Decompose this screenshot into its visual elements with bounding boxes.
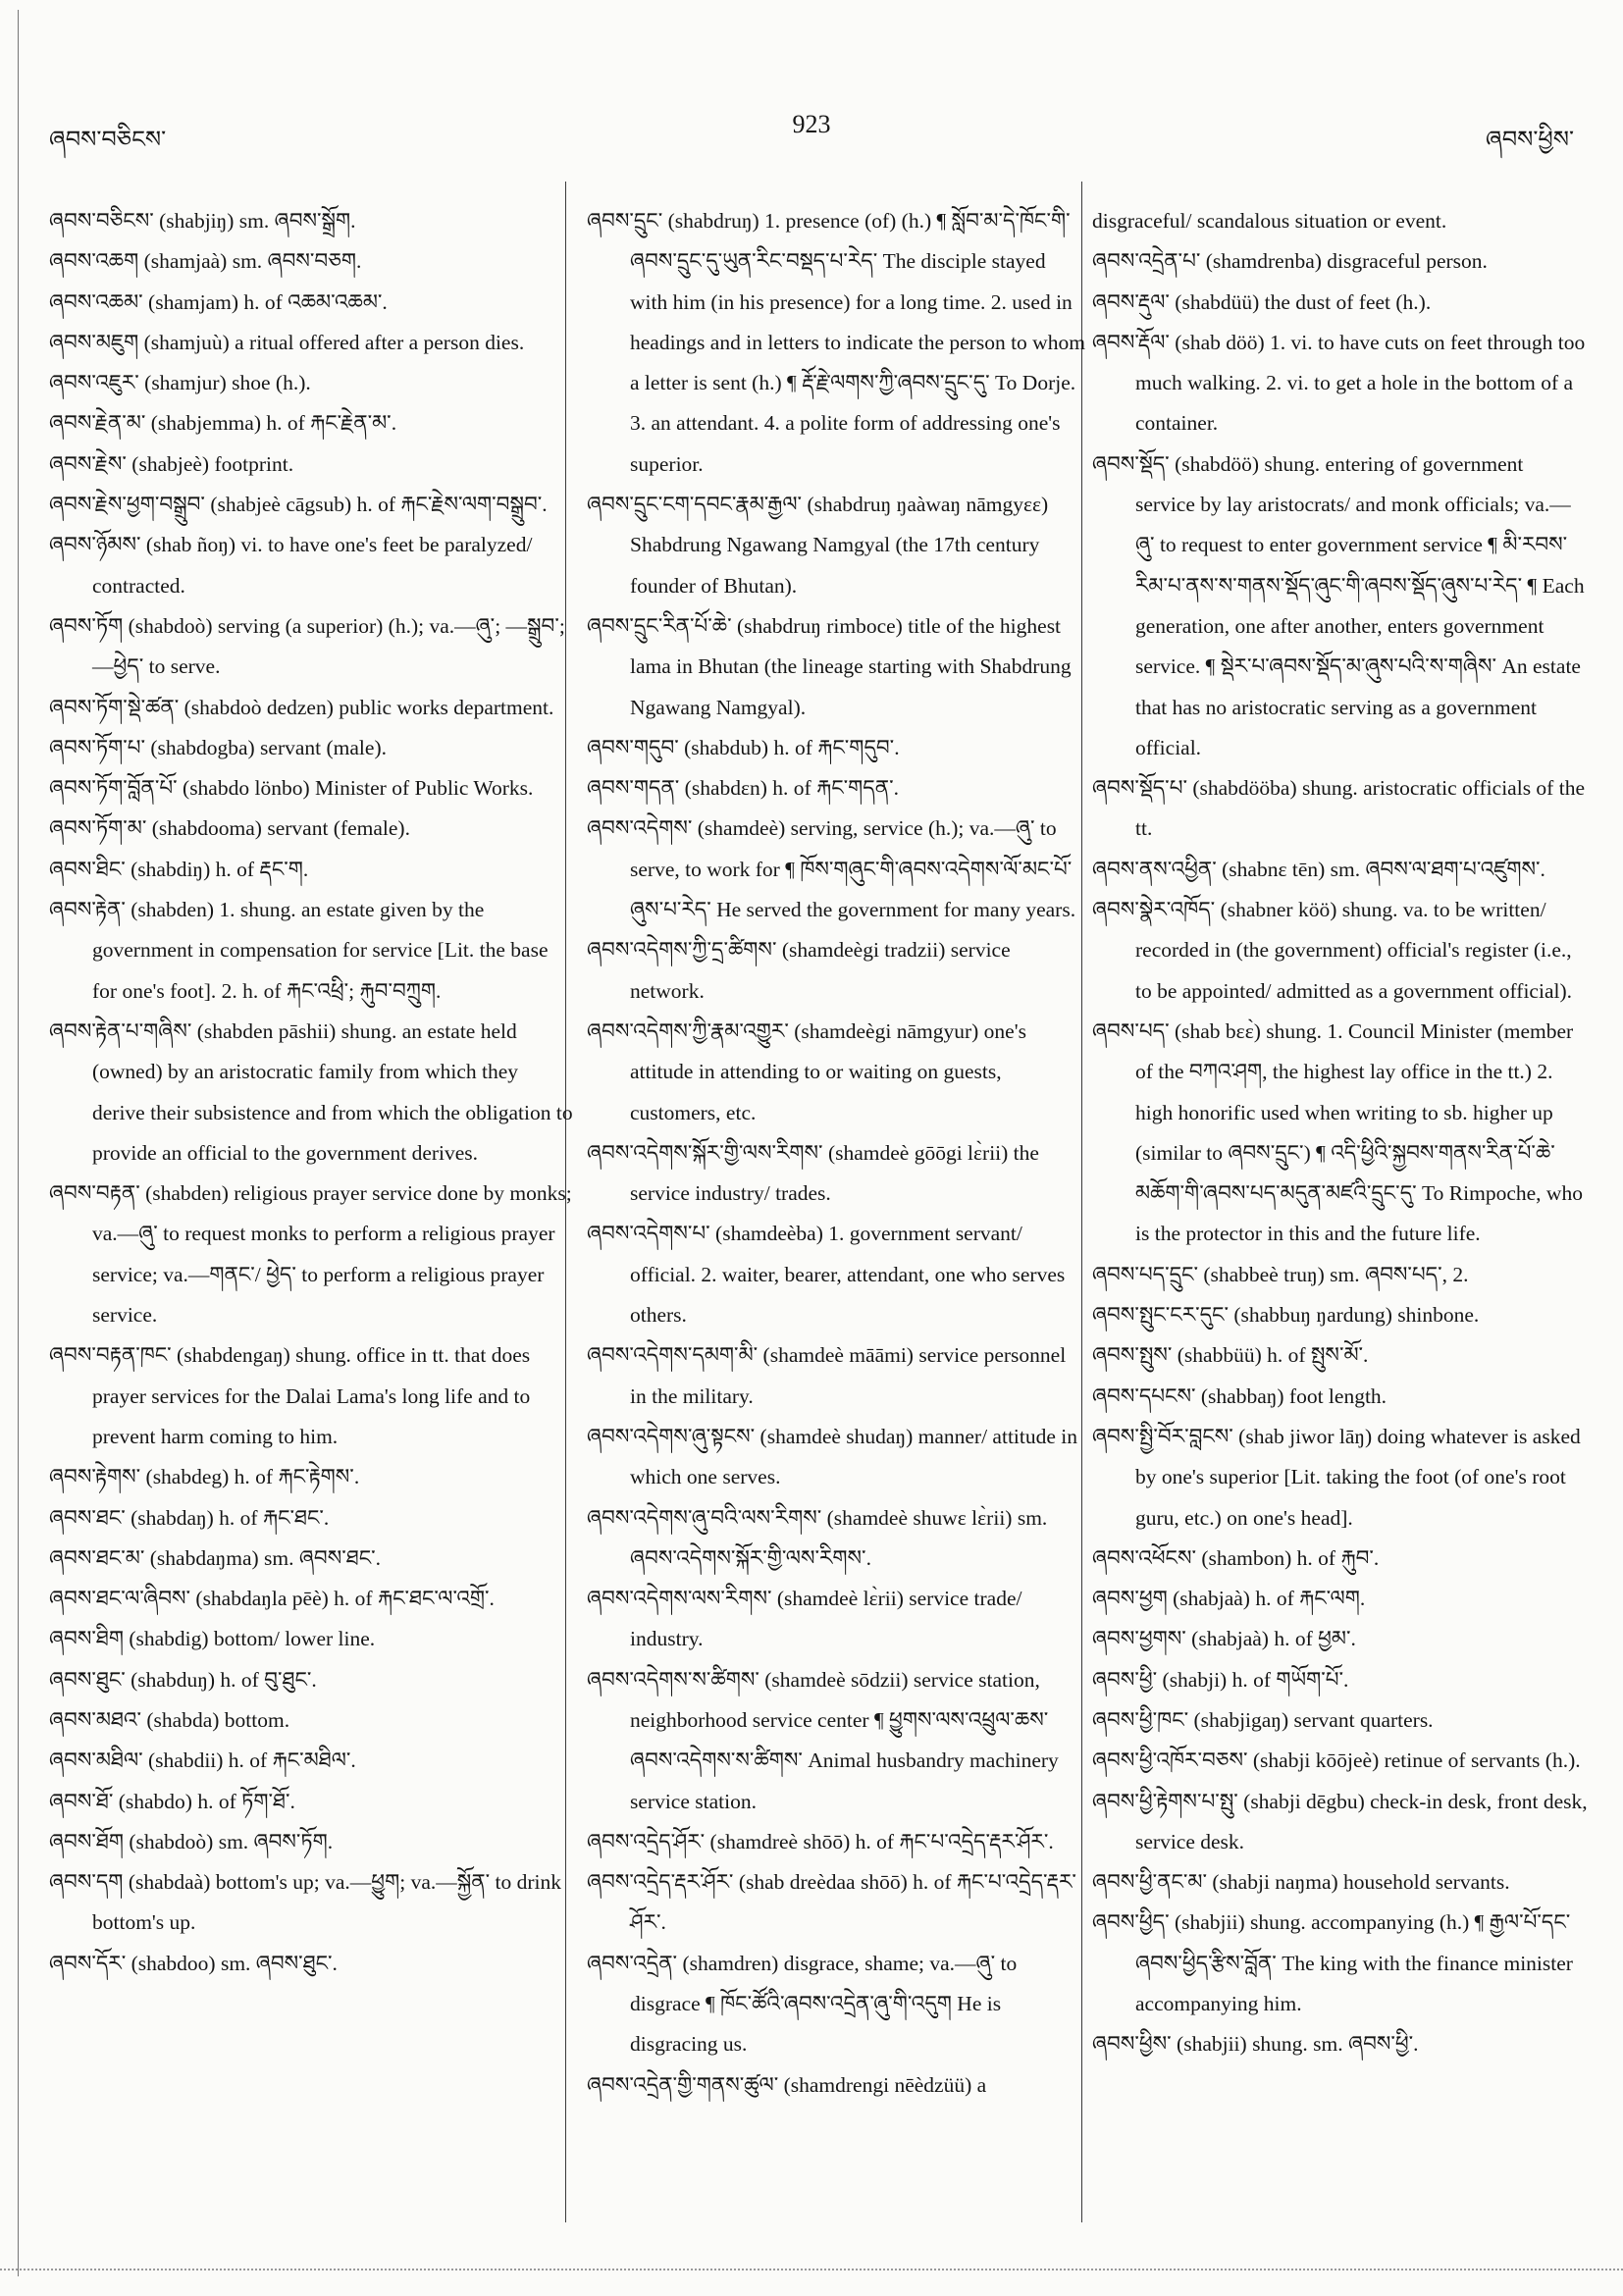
column-left — [49, 201, 575, 1984]
dictionary-entry: ཞབས་རྗེས་ཕྱག་བསྒྲུབ་ (shabjeè cāgsub) h. of རྐང་རྗེས་ལག་བསྒྲུབ་. — [49, 493, 548, 517]
dictionary-entry: ཞབས་འདེགས་ཀྱི་རྣམ་འགྱུར་ (shamdeègi nāmgyur) one's attitude in attending to or waiting on guests, customers, etc. — [587, 1018, 1026, 1124]
dictionary-entry: ཞབས་རྡོལ་ (shab döö) 1. vi. to have cuts on feet through too much walking. 2. vi. to get a hole in the bottom of a container. — [1092, 330, 1586, 436]
dictionary-entry: ཞབས་རྗེན་མ་ (shabjemma) h. of རྐང་རྗེན་མ་. — [49, 411, 397, 436]
dictionary-entry: ཞབས་ཐིང་ (shabdiŋ) h. of རྡང་ག. — [49, 857, 309, 881]
dictionary-entry: ཞབས་སྣེར་འཁོད་ (shabner köö) shung. va. to be written/ recorded in (the government) official's register (i.e., to be appointed/ admitted as a government official). — [1092, 898, 1572, 1003]
running-header-right: ཞབས་ཕྱིས་ — [1485, 128, 1574, 153]
dictionary-entry: ཞབས་ཕྱི་འཁོར་བཅས་ (shabji kōōjeè) retinue of servants (h.). — [1092, 1748, 1581, 1773]
dictionary-entry: ཞབས་རྡུལ་ (shabdüü) the dust of feet (h.). — [1092, 289, 1432, 314]
dictionary-entry: ཞབས་འདྲེན་པ་ (shamdrenba) disgraceful person. — [1092, 249, 1488, 274]
dictionary-entry: ཞབས་དཔངས་ (shabbaŋ) foot length. — [1092, 1383, 1387, 1408]
dictionary-entry: ཞབས་འཕོངས་ (shambon) h. of རྐུབ་. — [1092, 1545, 1380, 1570]
dictionary-entry: ཞབས་དོར་ (shabdoo) sm. ཞབས་ཐུང་. — [49, 1951, 338, 1975]
dictionary-entry: ཞབས་ཐང་ (shabdaŋ) h. of རྐང་ཐང་. — [49, 1505, 330, 1530]
dictionary-entry: ཞབས་ཕྱགས་ (shabjaà) h. of ཕྱམ་. — [1092, 1627, 1356, 1651]
dictionary-entry: ཞབས་ཕྱིད་ (shabjii) shung. accompanying (h.) ¶ རྒྱལ་པོ་དང་ཞབས་ཕྱིད་རྩིས་བློན་ The king with the finance minister accompanying him. — [1092, 1910, 1573, 2016]
dictionary-entry: ཞབས་གདན་ (shabdɛn) h. of རྐང་གདན་. — [587, 776, 899, 801]
dictionary-entry: ཞབས་གདུབ་ (shabdub) h. of རྐང་གདུབ་. — [587, 735, 900, 759]
dictionary-entry: ཞབས་ཐུང་ (shabduŋ) h. of བུ་ཐུང་. — [49, 1667, 317, 1692]
dictionary-entry: ཞབས་འདེགས་ཀྱི་དྲ་ཚིགས་ (shamdeègi tradzii) service network. — [587, 938, 1011, 1003]
dictionary-entry: ཞབས་དྲུང་རིན་པོ་ཆེ་ (shabdruŋ rimboce) title of the highest lama in Bhutan (the lineage starting with Shabdrung Ngawang Namgyal). — [587, 613, 1072, 719]
dictionary-entry: ཞབས་མཇུག (shamjuù) a ritual offered after a person dies. — [49, 330, 525, 354]
dictionary-entry: ཞབས་ཏོག་སྡེ་ཚན་ (shabdoò dedzen) public works department. — [49, 695, 554, 719]
dictionary-entry: ཞབས་འདེགས་ (shamdeè) serving, service (h.); va.—ཞུ་ to serve, to work for ¶ ཁོས་གཞུང་གི་ཞབས་འདེགས་ལོ་མང་པོ་ཞུས་པ་རེད་ He served the government for many years. — [587, 816, 1076, 922]
dictionary-entry: ཞབས་པད་དྲུང་ (shabbeè truŋ) sm. ཞབས་པད་, 2. — [1092, 1262, 1469, 1286]
dictionary-entry: ཞབས་ཕྱིས་ (shabjii) shung. sm. ཞབས་ཕྱི་. — [1092, 2032, 1419, 2057]
dictionary-entry: ཞབས་དྲུང་ངག་དབང་རྣམ་རྒྱལ་ (shabdruŋ ŋaàwaŋ nāmgyɛɛ) Shabdrung Ngawang Namgyal (the 17th century founder of Bhutan). — [587, 493, 1049, 598]
dictionary-entry: ཞབས་འདེགས་ལས་རིགས་ (shamdeè lɛ̀rii) service trade/ industry. — [587, 1587, 1022, 1651]
dictionary-entry: ཞབས་ཕྱི་ཁང་ (shabjigaŋ) servant quarters. — [1092, 1707, 1434, 1732]
dictionary-entry: ཞབས་མཐའ་ (shabda) bottom. — [49, 1707, 290, 1732]
dictionary-entry: ཞབས་འཆག (shamjaà) sm. ཞབས་བཅག. — [49, 249, 362, 274]
page-number: 923 — [792, 110, 831, 138]
dictionary-entry: ཞབས་བརྟན་ཁང་ (shabdengaŋ) shung. office in tt. that does prayer services for the Dalai Lama's long life and to prevent harm coming to him. — [49, 1343, 531, 1448]
dictionary-entry: ཞབས་བརྟན་ (shabden) religious prayer service done by monks; va.—ཞུ་ to request monks to perform a religious prayer service; va.—གནང་/ ཕྱེད་ to perform a religious prayer service. — [49, 1181, 572, 1328]
dictionary-entry: ཞབས་བཅིངས་ (shabjiŋ) sm. ཞབས་སྒྲོག. — [49, 209, 356, 233]
dictionary-entry: ཞབས་སྤུང་ངར་དུང་ (shabbuŋ ŋardung) shinbone. — [1092, 1303, 1480, 1328]
dictionary-entry: ཞབས་ཐང་མ་ (shabdaŋma) sm. ཞབས་ཐང་. — [49, 1545, 382, 1570]
dictionary-entry: ཞབས་ཉོམས་ (shab ñoŋ) vi. to have one's feet be paralyzed/ contracted. — [49, 533, 533, 598]
dictionary-entry: ཞབས་ནས་འཕྱིན་ (shabnɛ tēn) sm. ཞབས་ལ་ཐག་པ་འཛུགས་. — [1092, 857, 1545, 881]
dictionary-entry: ཞབས་དག (shabdaà) bottom's up; va.—ཕྱུག; va.—སྐྱོན་ to drink bottom's up. — [49, 1870, 561, 1935]
dictionary-entry: ཞབས་འདྲེན་གྱི་གནས་ཚུལ་ (shamdrengi nēèdzüü) a — [587, 2072, 987, 2097]
running-header-left: ཞབས་བཅིངས་ — [49, 128, 167, 153]
dictionary-entry: ཞབས་སྡོད་ (shabdöö) shung. entering of government service by lay aristocrats/ and monk officials; va.—ཞུ་ to request to enter government service ¶ མི་རབས་རིམ་པ་ནས་ས་གནས་སྡོད་ཞུང་གི་ཞབས་སྡོད་ཞུས་པ་རེད་ ¶ Each generation, one after another, enters government service. ¶ སྡེར་པ་ཞབས་སྡོད་མ་ཞུས་པའི་ས་གཞིས་ An estate that has no aristocratic serving as a government official. — [1092, 451, 1585, 759]
dictionary-entry: ཞབས་སྤུས་ (shabbüü) h. of སྤུས་མོ་. — [1092, 1343, 1369, 1368]
dictionary-entry: ཞབས་འདེགས་ས་ཚིགས་ (shamdeè sōdzii) service station, neighborhood service center ¶ ཕྱུགས་ལས་འཕྲུལ་ཆས་ཞབས་འདེགས་ས་ཚིགས་ Animal husbandry machinery service station. — [587, 1667, 1059, 1813]
dictionary-entry: ཞབས་ཐོག (shabdoò) sm. ཞབས་ཏོག. — [49, 1829, 334, 1853]
dictionary-entry: ཞབས་སྤྱི་བོར་བླངས་ (shab jiwor lāŋ) doing whatever is asked by one's superior [Lit. taking the foot (of one's root guru, etc.) on one's head]. — [1092, 1424, 1581, 1530]
dictionary-entry: ཞབས་འདེགས་ཞུ་བའི་ལས་རིགས་ (shamdeè shuwɛ lɛ̀rii) sm. ཞབས་འདེགས་སྐོར་གྱི་ལས་རིགས་. — [587, 1505, 1048, 1570]
dictionary-entry: ཞབས་སྡོད་པ་ (shabdööba) shung. aristocratic officials of the tt. — [1092, 776, 1585, 841]
dictionary-entry: ཞབས་རྗེས་ (shabjeè) footprint. — [49, 451, 294, 476]
dictionary-entry: ཞབས་རྟེན་པ་གཞིས་ (shabden pāshii) shung. an estate held (owned) by an aristocratic family from which they derive their subsistence and from which the obligation to provide an official to the government derives. — [49, 1018, 573, 1165]
dictionary-entry: ཞབས་འདེགས་པ་ (shamdeèba) 1. government servant/ official. 2. waiter, bearer, attendant, one who serves others. — [587, 1222, 1066, 1328]
dictionary-entry: ཞབས་ཕྱི་རྟེགས་པ་སྤུ་ (shabji dēgbu) check-in desk, front desk, service desk. — [1092, 1789, 1588, 1853]
dictionary-entry: ཞབས་རྟེན་ (shabden) 1. shung. an estate given by the government in compensation for service [Lit. the base for one's foot]. 2. h. of རྐང་འཕྲི་; རྐུབ་བཀྲུག. — [49, 898, 549, 1003]
dictionary-entry: ཞབས་ཏོག་པ་ (shabdogba) servant (male). — [49, 735, 387, 759]
dictionary-entry: ཞབས་ཕྱི་ (shabji) h. of གཡོག་པོ་. — [1092, 1667, 1349, 1692]
dictionary-entry: disgraceful/ scandalous situation or event. — [1092, 209, 1447, 233]
dictionary-entry: ཞབས་འདེགས་སྐོར་གྱི་ལས་རིགས་ (shamdeè gōōgi lɛ̀rii) the service industry/ trades. — [587, 1140, 1039, 1206]
dictionary-entry: ཞབས་འཇུར་ (shamjur) shoe (h.). — [49, 371, 311, 395]
dictionary-entry: ཞབས་ཏོག་བློན་པོ་ (shabdo lönbo) Minister of Public Works. — [49, 776, 534, 801]
column-middle — [587, 201, 1087, 2106]
page-bottom-edge — [0, 2269, 1623, 2270]
dictionary-entry: ཞབས་འཆམ་ (shamjam) h. of འཆམ་འཆམ་. — [49, 289, 388, 314]
dictionary-entry: ཞབས་པད་ (shab bɛɛ̀) shung. 1. Council Minister (member of the བཀའ་ཤག, the highest lay office in the tt.) 2. high honorific used when writing to sb. higher up (similar to ཞབས་དྲུང་) ¶ འདི་ཕྱིའི་སྐྱབས་གནས་རིན་པོ་ཆེ་མཆོག་གི་ཞབས་པད་མདུན་མཛའི་དྲུང་དུ་ To Rimpoche, who is the protector in this and the future life. — [1092, 1018, 1583, 1246]
dictionary-entry: ཞབས་དྲུང་ (shabdruŋ) 1. presence (of) (h.) ¶ སློབ་མ་དེ་ཁོང་གི་ཞབས་དྲུང་དུ་ཡུན་རིང་བསྡད་པ་རེད་ The disciple stayed with him (in his presence) for a long time. 2. used in headings and in letters to indicate the person to whom a letter is sent (h.) ¶ རྡོ་རྗེ་ལགས་ཀྱི་ཞབས་དྲུང་དུ་ To Dorje. 3. an attendant. 4. a polite form of addressing one's superior. — [587, 209, 1085, 476]
column-right — [1092, 201, 1588, 2065]
dictionary-entry: ཞབས་ཐང་ལ་ཞིབས་ (shabdaŋla pēè) h. of རྐང་ཐང་ལ་འགྲོ་. — [49, 1587, 495, 1611]
binding-edge-line — [18, 10, 19, 2276]
dictionary-entry: ཞབས་ཕྱི་ནང་མ་ (shabji naŋma) household servants. — [1092, 1870, 1510, 1895]
dictionary-entry: ཞབས་རྟེགས་ (shabdeg) h. of རྐང་རྟེགས་. — [49, 1465, 360, 1489]
dictionary-entry: ཞབས་ཐོ་ (shabdo) h. of ཏོག་ཐོ་. — [49, 1789, 295, 1813]
dictionary-entry: ཞབས་འདྲེད་རྡར་ཤོར་ (shab dreèdaa shōō) h. of རྐང་པ་འདྲེད་རྡར་ཤོར་. — [587, 1870, 1076, 1935]
dictionary-entry: ཞབས་འདེགས་དམག་མི་ (shamdeè māāmi) service personnel in the military. — [587, 1343, 1067, 1408]
dictionary-entry: ཞབས་འདྲེད་ཤོར་ (shamdreè shōō) h. of རྐང་པ་འདྲེད་རྡར་ཤོར་. — [587, 1829, 1054, 1853]
dictionary-entry: ཞབས་ཐིག (shabdig) bottom/ lower line. — [49, 1627, 376, 1651]
dictionary-entry: ཞབས་འདེགས་ཞུ་སྟངས་ (shamdeè shudaŋ) manner/ attitude in which one serves. — [587, 1424, 1078, 1489]
dictionary-entry: ཞབས་ཏོག་མ་ (shabdooma) servant (female). — [49, 816, 410, 841]
dictionary-entry: ཞབས་འདྲེན་ (shamdren) disgrace, shame; va.—ཞུ་ to disgrace ¶ ཁོང་ཚོའི་ཞབས་འདྲེན་ཞུ་གི་འདུག He is disgracing us. — [587, 1951, 1018, 2057]
dictionary-entry: ཞབས་ཏོག (shabdoò) serving (a superior) (h.); va.—ཞུ་; —སྒྲུབ་; —ཕྱེད་ to serve. — [49, 613, 565, 679]
dictionary-entry: ཞབས་ཕྱག (shabjaà) h. of རྐང་ལག. — [1092, 1587, 1366, 1611]
dictionary-entry: ཞབས་མཐིལ་ (shabdii) h. of རྐང་མཐིལ་. — [49, 1748, 356, 1773]
